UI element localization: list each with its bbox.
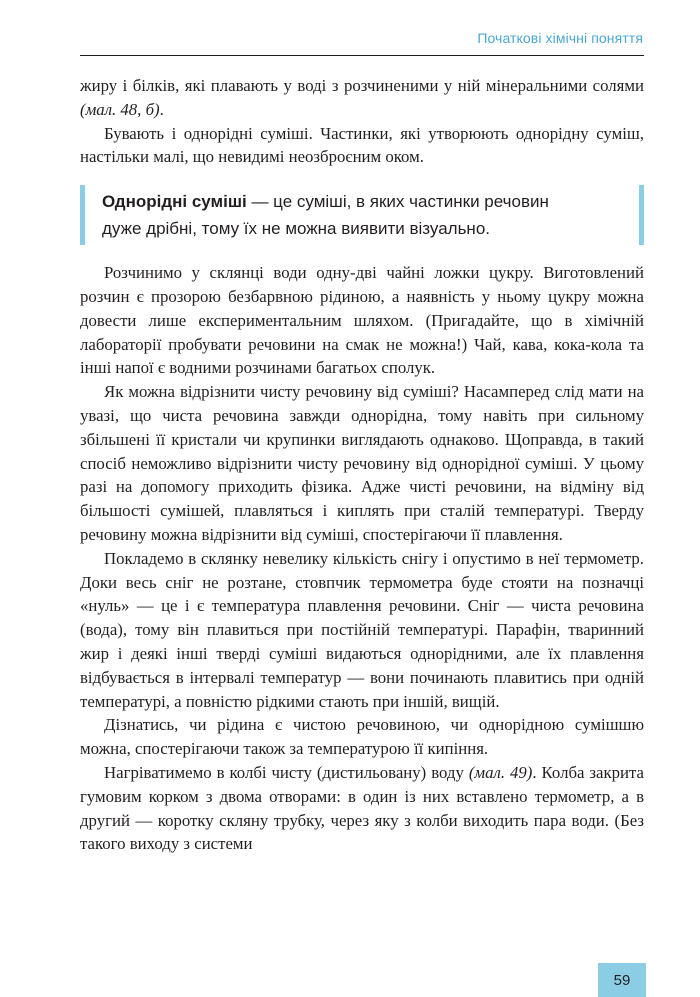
definition-line-1: [102, 188, 620, 215]
running-title: Початкові хімічні поняття: [477, 30, 643, 46]
figure-reference-49: (мал. 49): [468, 762, 533, 782]
paragraph-1-tail: .: [159, 99, 164, 119]
paragraph-7: [80, 761, 644, 856]
paragraph-2: Бувають і однорідні суміші. Частинки, які утворюють однорідну суміш, настільки малі, що невидимі неозброєним оком.: [80, 123, 644, 167]
paragraph-5: Покладемо в склянку невелику кількість снігу і опустимо в неї термометр. Доки весь сніг не розтане, стовпчик термометра буде стояти на позначці «нуль» — це і є температура плавлення речовини. Сніг — чиста речовина (вода), тому він плавиться при постійній температурі. Парафін, тваринний жир і деякі інші тверді суміші видаються однорідними, але їх плавлення відбувається в інтервалі температур — вони починають плавитись при одній температурі, а повністю рідкими стають при іншій, вищій.: [80, 548, 644, 711]
page-body: [80, 74, 644, 856]
definition-text-1: — це суміші, в яких частинки речовин: [246, 192, 549, 212]
paragraph-1: [80, 74, 644, 122]
definition-line-2: дуже дрібні, тому їх не можна виявити візуально.: [102, 219, 490, 239]
figure-reference: (мал. 48, б): [80, 99, 160, 119]
paragraph-4: Як можна відрізнити чисту речовину від суміші? Насамперед слід мати на увазі, що чиста речовина завжди однорідна, тому навіть при сильному збільшені її кристали чи крупинки виглядають однаково. Щоправда, в такий спосіб неможливо відрізнити чисту речовину від однорідної суміші. У цьому разі на допомогу приходить фізика. Адже чисті речовини, на відміну від більшості сумішей, плавляться і киплять при сталій температурі. Тверду речовину можна відрізнити від суміші, спостерігаючи її плавлення.: [80, 382, 644, 544]
header-rule: [80, 55, 644, 56]
definition-term: Однорідні суміші: [102, 192, 247, 212]
paragraph-3: Розчинимо у склянці води одну-дві чайні ложки цукру. Виготовлений розчин є прозорою безбарвною рідиною, а наявність у ньому цукру можна довести лише експериментальним шляхом. (Пригадайте, що в хімічній лабораторії пробувати речовини на смак не можна!) Чай, кава, кока-кола та інші напої є водними розчинами багатьох сполук.: [80, 263, 644, 378]
definition-box: [80, 185, 644, 245]
page-number: 59: [598, 963, 646, 997]
paragraph-7-tail: . Колба закрита гумовим корком з двома отворами: в один із них вставлено термометр, а в другий — коротку скляну трубку, через яку з колби виходить пара води. (Без такого виходу з системи: [80, 762, 644, 854]
definition-right-bar: [639, 185, 644, 245]
paragraph-1-text: жиру і білків, які плавають у воді з розчиненими у ній мінеральними солями: [80, 76, 644, 95]
paragraph-6: Дізнатись, чи рідина є чистою речовиною, чи однорідною сумішшю можна, спостерігаючи також за температурою її кипіння.: [80, 715, 644, 759]
paragraph-7-text: Нагріватимемо в колбі чисту (дистильовану) воду: [104, 762, 469, 782]
definition-left-bar: [80, 185, 85, 245]
